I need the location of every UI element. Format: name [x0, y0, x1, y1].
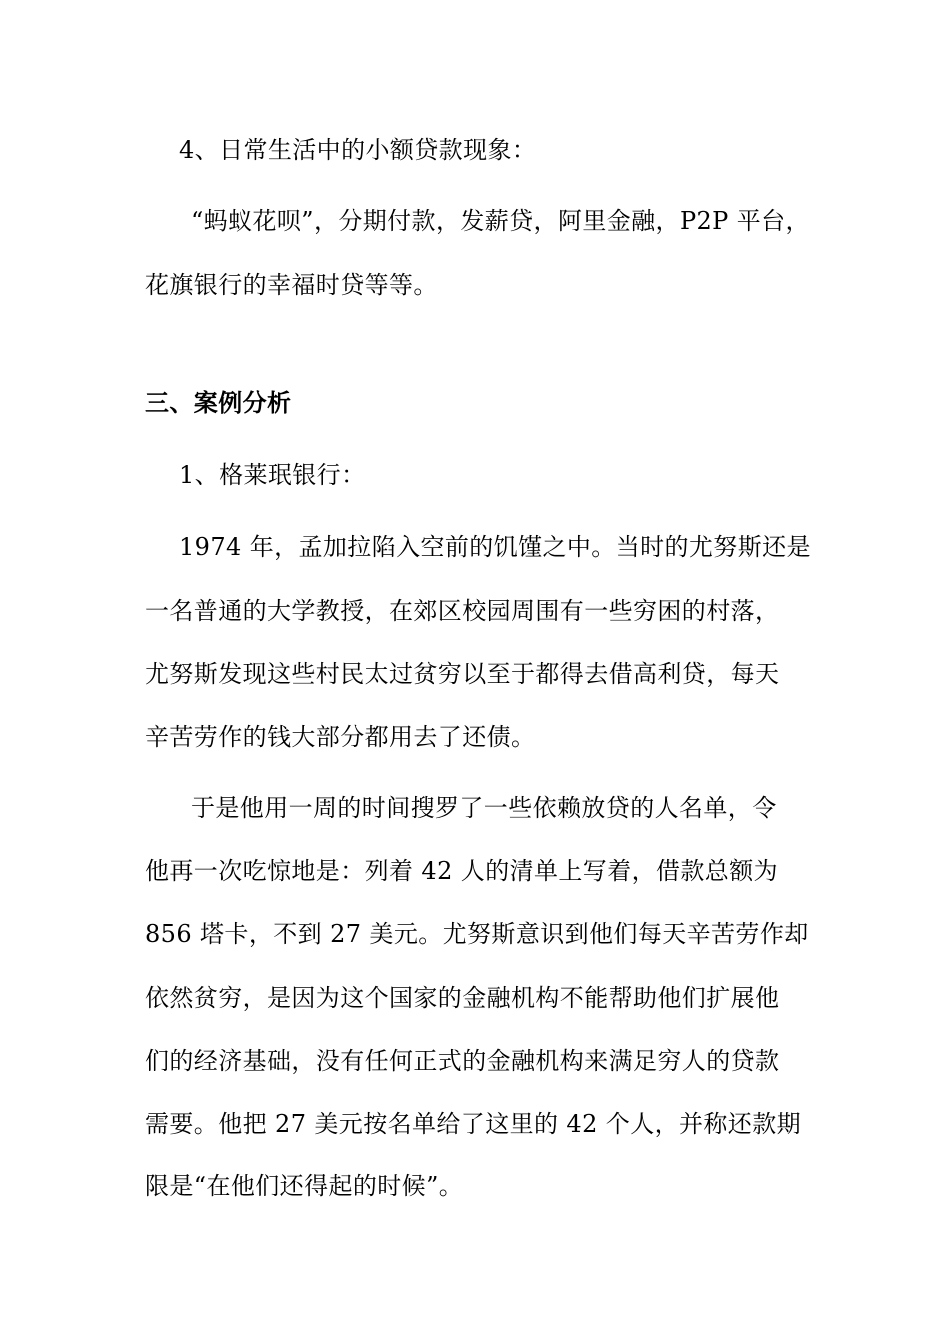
paragraph-2-line-1: 于是他用一周的时间搜罗了一些依赖放贷的人名单，令 — [191, 794, 777, 822]
paragraph-2-line-2: 他再一次吃惊地是：列着 42 人的清单上写着，借款总额为 — [145, 857, 778, 885]
case-1-heading: 1、格莱珉银行： — [179, 461, 366, 489]
paragraph-1-line-2: 一名普通的大学教授，在郊区校园周围有一些穷困的村落， — [145, 597, 780, 625]
paragraph-2-line-7: 限是“在他们还得起的时候”。 — [145, 1172, 464, 1200]
paragraph-1-line-1: 1974 年，孟加拉陷入空前的饥馑之中。当时的尤努斯还是 — [179, 533, 811, 561]
section-three-heading: 三、案例分析 — [145, 389, 292, 417]
paragraph-1-line-4: 辛苦劳作的钱大部分都用去了还债。 — [145, 723, 536, 751]
paragraph-1-line-3: 尤努斯发现这些村民太过贫穷以至于都得去借高利贷，每天 — [145, 660, 780, 688]
paragraph-2-line-6: 需要。他把 27 美元按名单给了这里的 42 个人，并称还款期 — [145, 1110, 801, 1138]
section-4-line-2: 花旗银行的幸福时贷等等。 — [145, 271, 438, 299]
section-4-line-1: “蚂蚁花呗”，分期付款，发薪贷，阿里金融，P2P 平台， — [191, 207, 810, 235]
paragraph-2-line-3: 856 塔卡，不到 27 美元。尤努斯意识到他们每天辛苦劳作却 — [145, 920, 809, 948]
paragraph-2-line-5: 们的经济基础，没有任何正式的金融机构来满足穷人的贷款 — [145, 1047, 780, 1075]
section-4-heading: 4、日常生活中的小额贷款现象： — [179, 136, 537, 164]
paragraph-2-line-4: 依然贫穷，是因为这个国家的金融机构不能帮助他们扩展他 — [145, 984, 780, 1012]
